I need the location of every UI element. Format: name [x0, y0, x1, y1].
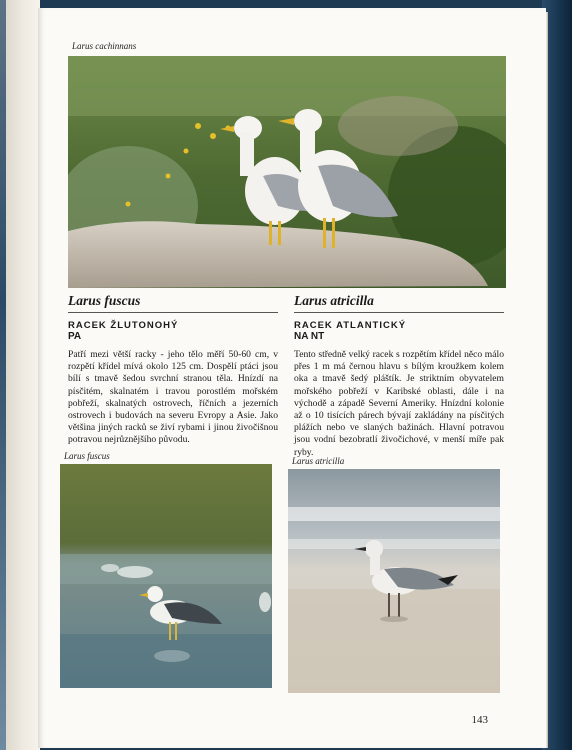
species-scientific-name: Larus atricilla	[294, 293, 504, 313]
page-number: 143	[471, 714, 488, 726]
larus-fuscus-photo	[60, 464, 272, 688]
species-entry-larus-atricilla	[294, 293, 504, 459]
book-cover-edge	[0, 0, 6, 750]
species-description: Patří mezi větší racky - jeho tělo měří 50-60 cm, v rozpětí křídel mívá okolo 125 cm. Dospělí ptáci jsou bílí s tmavě šedou svrchní stranou těla. Hnízdí na písčitém, skalnatém i travou porostlém mořském pobřeží, skalnatých ostrovech, říčních a jezerních ostrovech i budovách na severu Evropy a Asie. Jako většina jiných racků se živí rybami i jinou živočišnou potravou nejrůznějšího původu.	[68, 349, 278, 446]
book-spine	[0, 0, 40, 750]
species-entry-larus-fuscus	[68, 293, 278, 447]
top-photo	[68, 56, 506, 288]
species-status-code: PA	[68, 331, 82, 342]
species-description: Tento středně velký racek s rozpětím křídel něco málo přes 1 m má černou hlavu s bílým kroužkem kolem oka a tmavě šedý pláštík. Je striktním obyvatelem mořského pobřeží v Karibské oblasti, dále i na východě a západě Severní Ameriky. Hnízdní kolonie až o 10 tisících párech bývají zakládány na písčitých plážích nebo ve slaných bažinách. Hlavní potravou jsou vodní bezobratlí živočichové, v menší míře pak ryby.	[294, 349, 504, 458]
top-photo-caption: Larus cachinnans	[72, 41, 137, 51]
larus-atricilla-photo	[288, 469, 500, 693]
species-common-name: RACEK ATLANTICKÝ	[294, 320, 407, 331]
species-scientific-name: Larus fuscus	[68, 293, 278, 313]
species-status-code: NA NT	[294, 331, 325, 342]
left-photo-caption: Larus fuscus	[64, 451, 110, 461]
species-common-name: RACEK ŽLUTONOHÝ	[68, 320, 179, 331]
right-photo-caption: Larus atricilla	[292, 456, 345, 466]
book-page	[38, 8, 546, 748]
